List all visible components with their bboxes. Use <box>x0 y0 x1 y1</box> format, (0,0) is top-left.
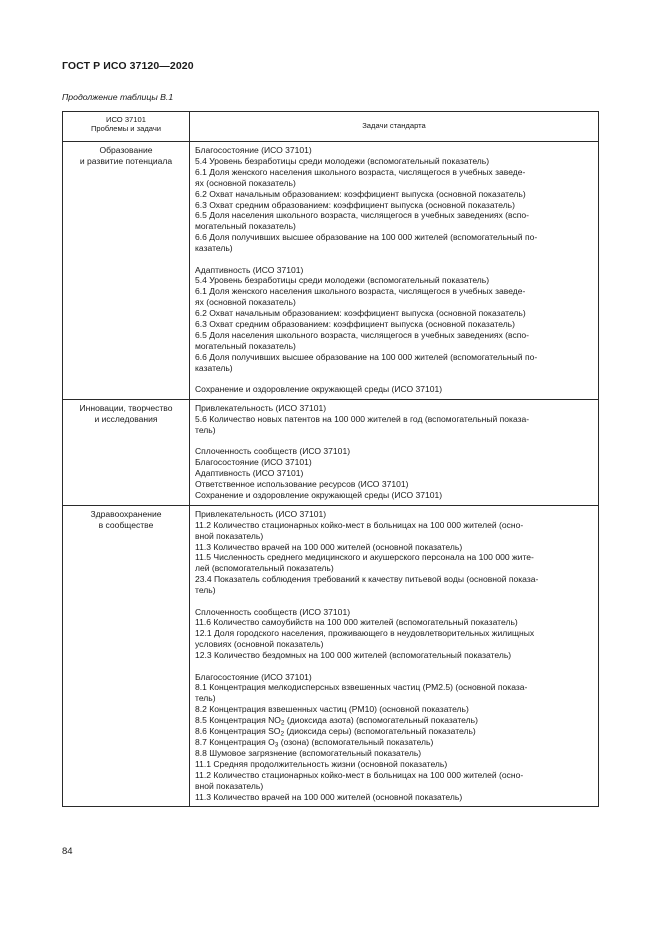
table-row <box>63 142 599 400</box>
task-line: Ответственное использование ресурсов (ИСО 37101) <box>195 478 409 489</box>
task-group <box>195 403 594 436</box>
task-line: 6.5 Доля населения школьного возраста, числящегося в учебных заведениях (вспо- <box>195 210 529 221</box>
task-line: 5.4 Уровень безработицы среди молодежи (вспомогательный показатель) <box>195 275 490 286</box>
header-line: Проблемы и задачи <box>90 124 162 134</box>
task-line: вной показатель) <box>195 780 264 791</box>
task-group-title: Сплоченность сообществ (ИСО 37101) <box>195 606 351 617</box>
task-line: 11.2 Количество стационарных койко-мест в больницах на 100 000 жителей (осно- <box>195 519 524 530</box>
task-line: ях (основной показатель) <box>195 177 296 188</box>
task-text: (диоксида азота) (вспомогательный показатель) <box>284 715 478 726</box>
category-line: и исследования <box>94 413 158 424</box>
task-text: 8.6 Концентрация SO <box>195 726 281 737</box>
header-standard-tasks: Задачи стандарта <box>190 112 599 142</box>
task-line: 12.3 Количество бездомных на 100 000 жителей (вспомогательный показатель) <box>195 650 512 661</box>
task-line: Сохранение и оздоровление окружающей среды (ИСО 37101) <box>195 489 443 500</box>
task-group-title: Привлекательность (ИСО 37101) <box>195 403 327 414</box>
task-group <box>195 446 594 501</box>
task-line: 6.3 Охват средним образованием: коэффициент выпуска (основной показатель) <box>195 319 515 330</box>
header-line: ИСО 37101 <box>106 115 146 124</box>
task-line: 11.5 Численность среднего медицинского и акушерского персонала на 100 000 жите- <box>195 552 534 563</box>
task-group-title: Сплоченность сообществ (ИСО 37101) <box>195 446 351 457</box>
chemical-subscript: 2 <box>280 719 285 727</box>
task-line: могательный показатель) <box>195 221 296 232</box>
task-group <box>195 607 594 662</box>
task-line: 6.5 Доля населения школьного возраста, числящегося в учебных заведениях (вспо- <box>195 330 529 340</box>
header-problems-and-tasks <box>63 112 190 142</box>
task-group <box>195 509 594 596</box>
table-row <box>63 400 599 506</box>
task-line: 11.3 Количество врачей на 100 000 жителей (основной показатель) <box>195 791 463 802</box>
task-line: 11.1 Средняя продолжительность жизни (основной показатель) <box>195 758 448 769</box>
task-text: (диоксида серы) (вспомогательный показатель) <box>284 726 476 737</box>
task-group <box>195 384 594 395</box>
table-caption: Продолжение таблицы В.1 <box>62 92 174 102</box>
task-line: 11.2 Количество стационарных койко-мест в больницах на 100 000 жителей (осно- <box>195 769 524 780</box>
tasks-cell <box>190 400 599 506</box>
task-line: 23.4 Показатель соблюдения требований к качеству питьевой воды (основной показа- <box>195 574 539 585</box>
task-line: 6.3 Охват средним образованием: коэффициент выпуска (основной показатель) <box>195 199 515 210</box>
task-line <box>195 737 594 748</box>
task-line: 8.2 Концентрация взвешенных частиц (PM10) (основной показатель) <box>195 704 469 715</box>
task-line: 8.1 Концентрация мелкодисперсных взвешенных частиц (PM2.5) (основной показа- <box>195 682 528 693</box>
category-line: Инновации, творчество <box>79 403 173 414</box>
tasks-cell <box>190 142 599 400</box>
task-line: 6.2 Охват начальным образованием: коэффициент выпуска (основной показатель) <box>195 188 526 199</box>
task-line: 6.6 Доля получивших высшее образование на 100 000 жителей (вспомогательный по- <box>195 232 538 243</box>
task-line <box>195 715 594 726</box>
table-header-row <box>63 112 599 142</box>
task-group-title: Благосостояние (ИСО 37101) <box>195 671 312 682</box>
task-text: (озона) (вспомогательный показатель) <box>278 737 434 747</box>
task-line: 5.4 Уровень безработицы среди молодежи (вспомогательный показатель) <box>195 155 490 166</box>
task-group <box>195 672 594 803</box>
task-text: 8.5 Концентрация NO <box>195 715 281 726</box>
category-cell <box>63 505 190 807</box>
task-line: условиях (основной показатель) <box>195 639 324 650</box>
task-group-title: Сохранение и оздоровление окружающей среды (ИСО 37101) <box>195 384 443 395</box>
task-line: казатель) <box>195 362 233 373</box>
task-line: Благосостояние (ИСО 37101) <box>195 457 312 468</box>
task-line: 6.6 Доля получивших высшее образование на 100 000 жителей (вспомогательный по- <box>195 351 538 362</box>
tasks-cell <box>190 505 599 807</box>
category-line: Здравоохранение <box>90 508 162 519</box>
task-line: ях (основной показатель) <box>195 297 296 308</box>
task-group-title: Привлекательность (ИСО 37101) <box>195 508 327 519</box>
task-line: 8.8 Шумовое загрязнение (вспомогательный показатель) <box>195 747 422 758</box>
task-line: тель) <box>195 424 216 435</box>
category-cell <box>63 142 190 400</box>
table-row <box>63 505 599 807</box>
task-text: 8.7 Концентрация O <box>195 737 275 747</box>
task-line: вной показатель) <box>195 530 264 541</box>
task-line: казатель) <box>195 243 233 254</box>
task-line: 11.6 Количество самоубийств на 100 000 жителей (вспомогательный показатель) <box>195 617 518 628</box>
task-group-title: Адаптивность (ИСО 37101) <box>195 264 304 275</box>
task-line <box>195 726 594 737</box>
task-group-title: Благосостояние (ИСО 37101) <box>195 145 312 155</box>
task-line: 6.1 Доля женского населения школьного возраста, числящегося в учебных заведе- <box>195 286 526 297</box>
task-line: 11.3 Количество врачей на 100 000 жителей (основной показатель) <box>195 541 463 552</box>
task-line: 6.2 Охват начальным образованием: коэффициент выпуска (основной показатель) <box>195 308 526 319</box>
chemical-subscript: 2 <box>280 730 285 738</box>
task-line: лей (вспомогательный показатель) <box>195 563 334 574</box>
chemical-subscript: 3 <box>274 741 279 749</box>
category-line: Образование <box>99 145 153 155</box>
task-line: 6.1 Доля женского населения школьного возраста, числящегося в учебных заведе- <box>195 166 526 177</box>
task-line: тель) <box>195 693 216 704</box>
task-line: тель) <box>195 585 216 596</box>
task-line: Адаптивность (ИСО 37101) <box>195 468 304 479</box>
task-line: 5.6 Количество новых патентов на 100 000 жителей в год (вспомогательный показа- <box>195 413 530 424</box>
category-line: в сообществе <box>98 519 154 530</box>
document-header: ГОСТ Р ИСО 37120—2020 <box>62 60 194 72</box>
category-line: и развитие потенциала <box>79 155 173 166</box>
standards-table <box>62 111 599 807</box>
task-line: могательный показатель) <box>195 340 296 351</box>
task-group <box>195 145 594 254</box>
category-cell <box>63 400 190 506</box>
task-line: 12.1 Доля городского населения, проживающего в неудовлетворительных жилищных <box>195 628 535 639</box>
task-group <box>195 265 594 374</box>
page-number: 84 <box>62 846 73 857</box>
